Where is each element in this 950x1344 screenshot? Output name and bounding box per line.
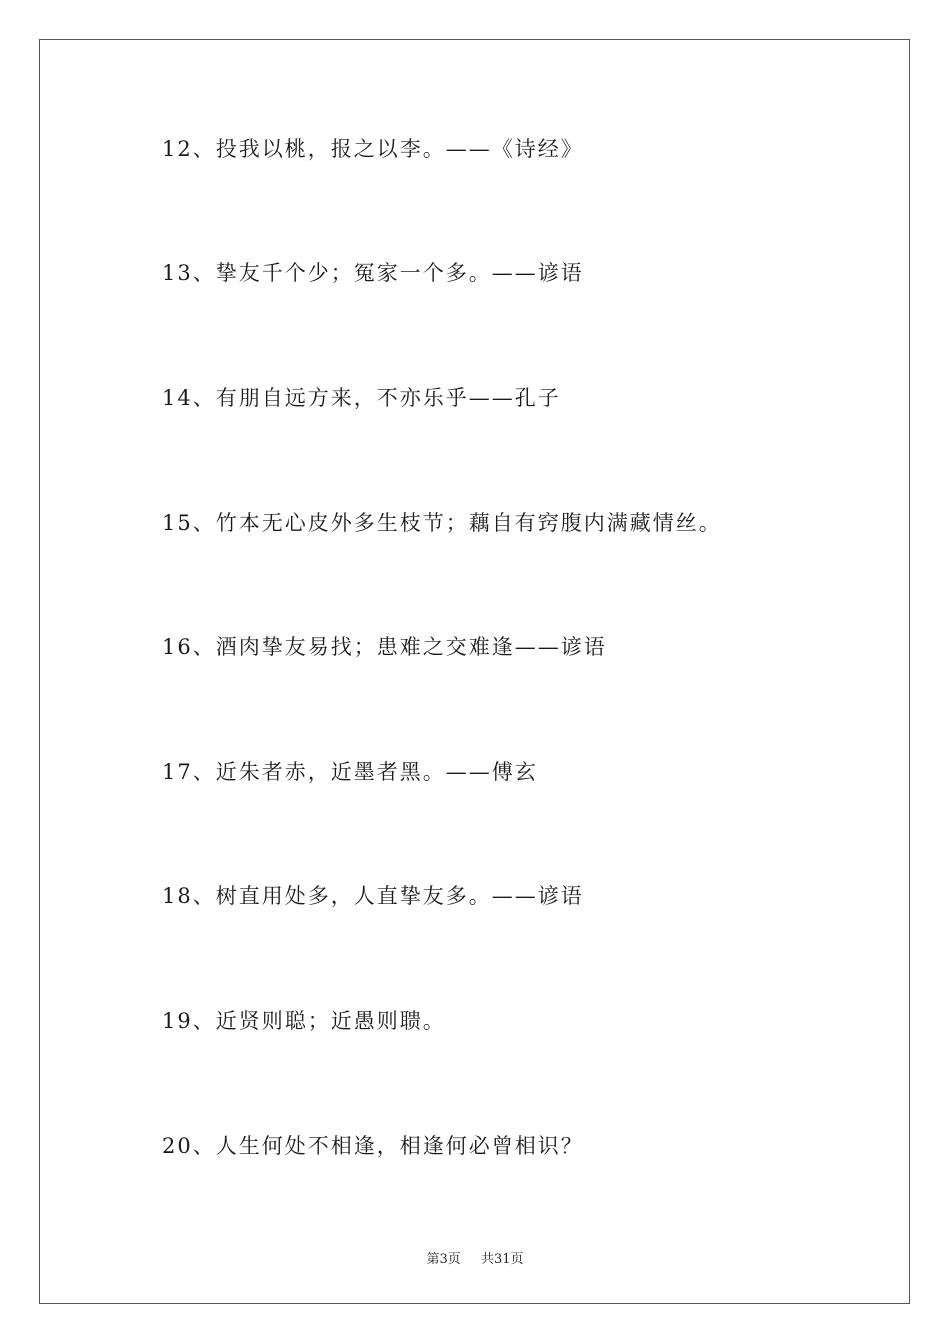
list-item: 19、近贤则聪；近愚则聩。 <box>162 1009 446 1033</box>
list-item: 18、树直用处多，人直挚友多。——谚语 <box>162 884 584 908</box>
list-item: 20、人生何处不相逢，相逢何必曾相识？ <box>162 1134 584 1158</box>
list-item: 17、近朱者赤，近墨者黑。——傅玄 <box>162 760 538 784</box>
page-total: 共31页 <box>480 1252 524 1267</box>
page-border <box>39 39 910 1304</box>
list-item: 15、竹本无心皮外多生枝节；藕自有窍腹内满藏情丝。 <box>162 511 722 535</box>
list-item: 16、酒肉挚友易找；患难之交难逢——谚语 <box>162 635 607 659</box>
list-item: 12、投我以桃，报之以李。——《诗经》 <box>162 137 584 161</box>
list-item: 13、挚友千个少；冤家一个多。——谚语 <box>162 261 584 285</box>
page-number: 第3页 <box>426 1252 461 1267</box>
page-footer <box>0 1248 950 1267</box>
list-item: 14、有朋自远方来，不亦乐乎——孔子 <box>162 386 561 410</box>
